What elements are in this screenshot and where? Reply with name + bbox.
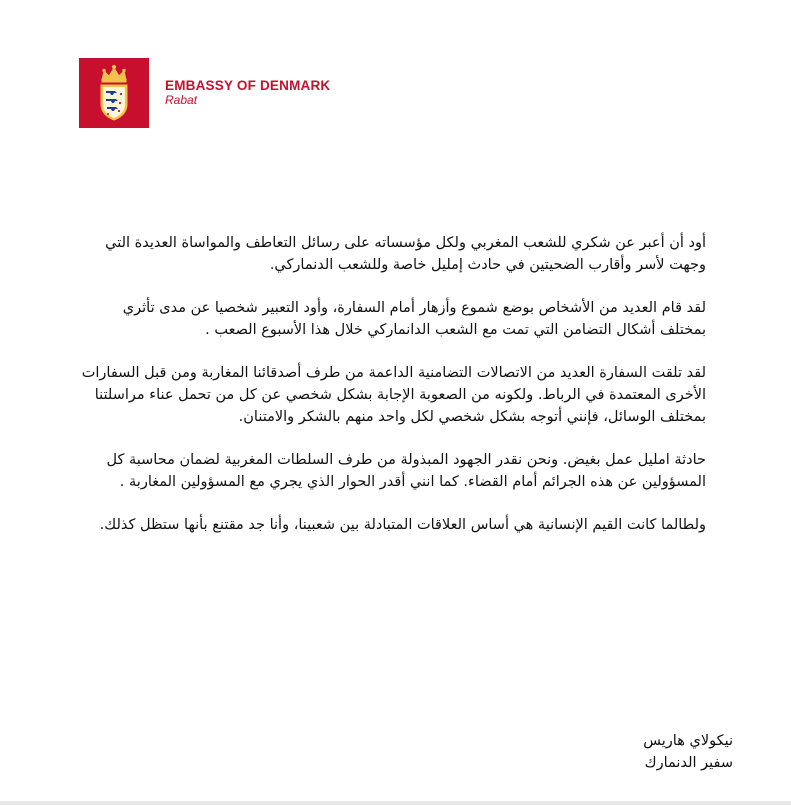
body-paragraph-1: أود أن أعبر عن شكري للشعب المغربي ولكل مؤسساته على رسائل التعاطف والمواساة العديدة التي وجهت لأسر وأقارب الضحيتين في حادث إمليل خاصة وللشعب الدنماركي.	[105, 235, 706, 273]
embassy-wordmark	[165, 78, 330, 107]
body-paragraph-3: لقد تلقت السفارة العديد من الاتصالات التضامنية الداعمة من طرف أصدقائنا المغاربة ومن قبل السفارات الأخرى المعتمدة في الرباط. ولكونه من الصعوبة الإجابة بشكل شخصي عن كل من تحمل عناء مراسلتنا بمختلف الوسائل، فإنني أتوجه بشكل شخصي لكل واحد منهم بالشكر والامتنان.	[81, 365, 706, 425]
body-paragraph-5: ولطالما كانت القيم الإنسانية هي أساس العلاقات المتبادلة بين شعبينا، وأنا جد مقتنع بأنها ستظل كذلك.	[99, 517, 706, 533]
letterhead	[79, 58, 330, 128]
letter-body	[78, 232, 706, 557]
signature-block	[643, 730, 733, 774]
embassy-name: EMBASSY OF DENMARK	[165, 78, 331, 94]
embassy-city: Rabat	[165, 92, 198, 107]
embassy-logo	[79, 58, 149, 128]
body-paragraph-4: حادثة امليل عمل بغيض. ونحن نقدر الجهود المبذولة من طرف السلطات المغربية لضمان محاسبة كل المسؤولين عن هذه الجرائم أمام القضاء. كما انني أقدر الحوار الذي يجري مع المسؤولين المغاربة .	[106, 452, 706, 490]
body-paragraph-2: لقد قام العديد من الأشخاص بوضع شموع وأزهار أمام السفارة، وأود التعبير شخصيا عن مدى تأثري بمختلف أشكال التضامن التي تمت مع الشعب الدانماركي خلال هذا الأسبوع الصعب .	[122, 300, 706, 338]
signatory-name: نيكولاي هاريس	[643, 733, 733, 749]
page-bottom-edge	[0, 801, 791, 805]
danish-royal-crest-icon	[94, 64, 134, 122]
signatory-title: سفير الدنمارك	[644, 755, 733, 771]
